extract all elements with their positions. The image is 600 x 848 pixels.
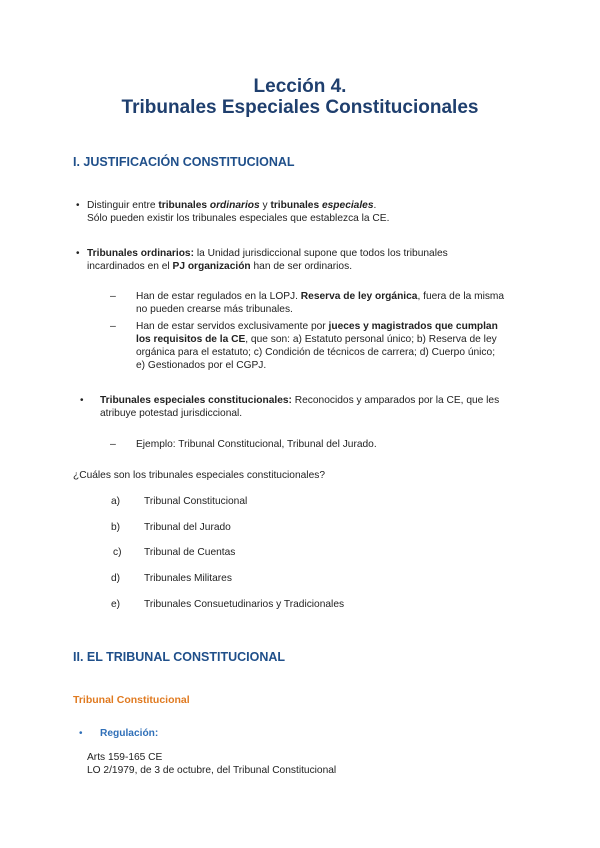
bullet-tribunales-especiales-line-2: atribuye potestad jurisdiccional. xyxy=(100,408,243,419)
sub-item-jueces-line-3: orgánica para el estatuto; c) Condición de técnicos de carrera; d) Cuerpo único; xyxy=(136,347,496,358)
dash-icon: – xyxy=(110,290,116,302)
bullet-ordinarios-especiales: Distinguir entre tribunales ordinarios y tribunales especiales. xyxy=(87,200,377,211)
sub-item-lopj-line-2: no pueden crearse más tribunales. xyxy=(136,304,293,315)
dash-icon: – xyxy=(110,438,116,450)
sub-item-jueces: Han de estar servidos exclusivamente por jueces y magistrados que cumplan xyxy=(136,321,498,332)
sub-item-ejemplo: Ejemplo: Tribunal Constitucional, Tribunal del Jurado. xyxy=(136,439,377,450)
list-item: Tribunal del Jurado xyxy=(144,522,231,533)
bullet-icon: • xyxy=(79,728,83,739)
section-heading-tribunal-constitucional: II. EL TRIBUNAL CONSTITUCIONAL xyxy=(73,650,286,664)
sub-item-jueces-line-4: e) Gestionados por el CGPJ. xyxy=(136,360,267,371)
bullet-icon: • xyxy=(76,200,80,211)
subheading-tribunal-constitucional: Tribunal Constitucional xyxy=(73,694,190,706)
list-letter: c) xyxy=(113,547,122,558)
list-item: Tribunales Militares xyxy=(144,573,232,584)
page-title-line-2: Tribunales Especiales Constitucionales xyxy=(121,97,479,118)
list-letter: a) xyxy=(111,496,121,507)
dash-icon: – xyxy=(110,320,116,332)
list-item: Tribunal Constitucional xyxy=(144,496,248,507)
sub-item-jueces-line-2: los requisitos de la CE, que son: a) Estatuto personal único; b) Reserva de ley xyxy=(136,334,497,345)
list-letter: b) xyxy=(111,522,121,533)
bullet-icon: • xyxy=(76,248,80,259)
bullet-tribunales-ordinarios-line-2: incardinados en el PJ organización han de ser ordinarios. xyxy=(87,261,353,272)
question: ¿Cuáles son los tribunales especiales constitucionales? xyxy=(73,470,325,481)
section-heading-justificacion: I. JUSTIFICACIÓN CONSTITUCIONAL xyxy=(73,155,295,169)
bullet-tribunales-especiales: Tribunales especiales constitucionales: Reconocidos y amparados por la CE, que les xyxy=(100,395,500,406)
bullet-ordinarios-especiales-line-2: Sólo pueden existir los tribunales especiales que establezca la CE. xyxy=(87,213,390,224)
regulacion-line-2: LO 2/1979, de 3 de octubre, del Tribunal Constitucional xyxy=(87,765,337,776)
list-item: Tribunal de Cuentas xyxy=(144,547,236,558)
regulacion-line-1: Arts 159-165 CE xyxy=(87,752,163,763)
list-letter: e) xyxy=(111,599,121,610)
regulacion-label: Regulación: xyxy=(100,728,159,739)
bullet-tribunales-ordinarios: Tribunales ordinarios: la Unidad jurisdiccional supone que todos los tribunales xyxy=(87,248,448,259)
list-letter: d) xyxy=(111,573,121,584)
sub-item-lopj: Han de estar regulados en la LOPJ. Reserva de ley orgánica, fuera de la misma xyxy=(136,291,505,302)
page-title-line-1: Lección 4. xyxy=(253,76,347,97)
bullet-icon: • xyxy=(80,395,84,406)
list-item: Tribunales Consuetudinarios y Tradicionales xyxy=(144,599,345,610)
